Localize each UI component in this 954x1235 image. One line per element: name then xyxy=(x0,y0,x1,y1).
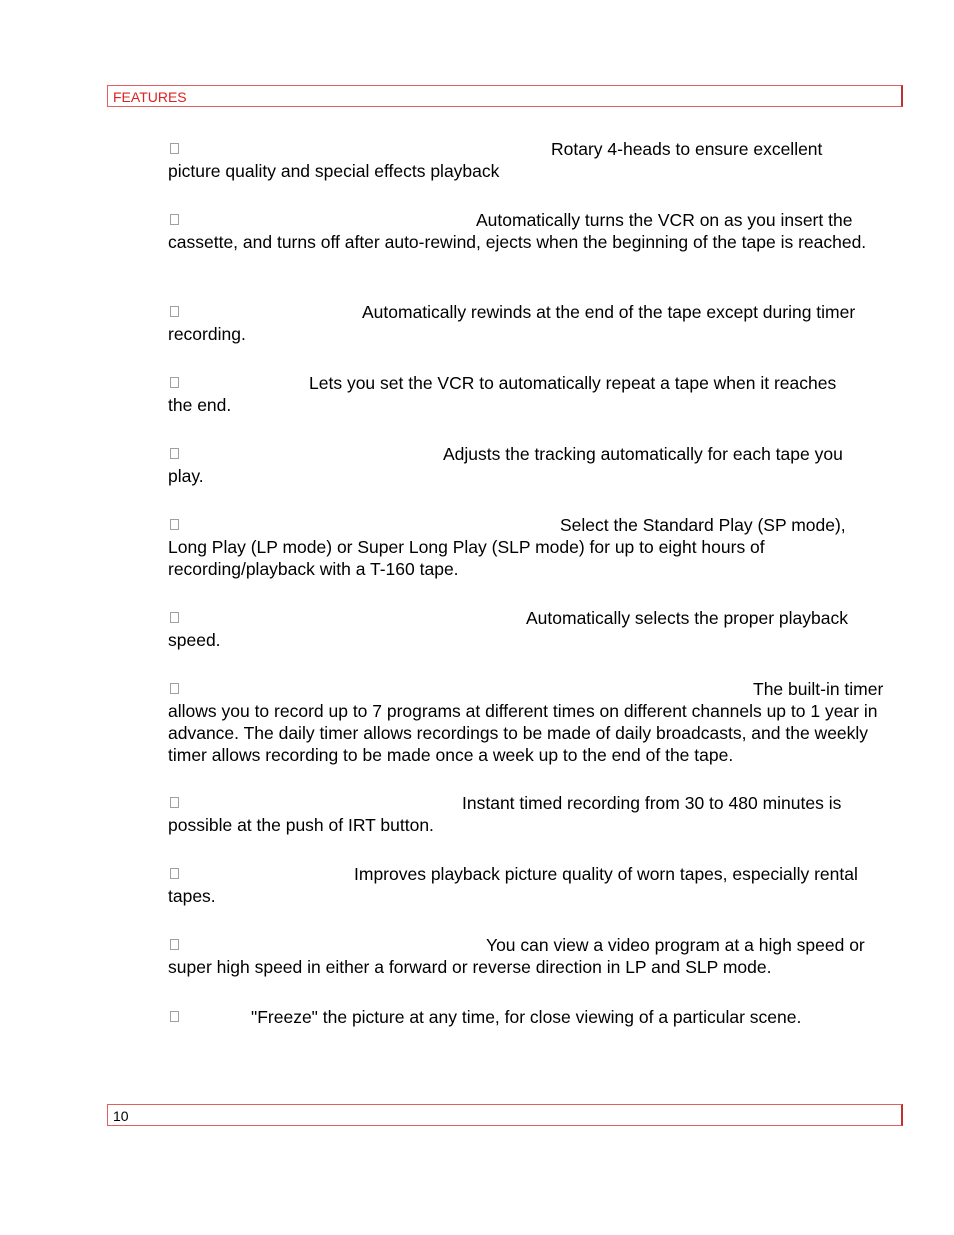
checkbox-glyph-icon xyxy=(170,143,179,154)
checkbox-glyph-icon xyxy=(170,683,179,694)
feature-text-line1: Automatically selects the proper playback xyxy=(526,608,848,628)
feature-text-rest: possible at the push of IRT button. xyxy=(168,815,434,835)
feature-text-line1: "Freeze" the picture at any time, for close viewing of a particular scene. xyxy=(251,1007,802,1027)
checkbox-glyph-icon xyxy=(170,306,179,317)
feature-item-still-picture xyxy=(168,1006,896,1028)
checkbox-glyph-icon xyxy=(170,214,179,225)
checkbox-glyph-icon xyxy=(170,448,179,459)
feature-text-line1: Instant timed recording from 30 to 480 minutes is xyxy=(462,793,842,813)
feature-item-auto-rewind xyxy=(168,301,896,345)
feature-text-line1: Automatically turns the VCR on as you insert the xyxy=(476,210,853,230)
feature-item-instant-recording xyxy=(168,792,896,836)
feature-text-rest: play. xyxy=(168,466,204,486)
section-title: FEATURES xyxy=(113,89,187,105)
checkbox-glyph-icon xyxy=(170,519,179,530)
checkbox-glyph-icon xyxy=(170,797,179,808)
feature-text-rest: speed. xyxy=(168,630,221,650)
feature-text-line1: Automatically rewinds at the end of the tape except during timer xyxy=(362,302,856,322)
checkbox-glyph-icon xyxy=(170,868,179,879)
feature-text-rest: tapes. xyxy=(168,886,216,906)
feature-item-repeat xyxy=(168,372,896,416)
feature-text-line1: Adjusts the tracking automatically for each tape you xyxy=(443,444,843,464)
feature-text-rest: cassette, and turns off after auto-rewind, ejects when the beginning of the tape is reached. xyxy=(168,232,867,252)
feature-item-high-speed-search xyxy=(168,934,896,978)
checkbox-glyph-icon xyxy=(170,1011,179,1022)
header-bar xyxy=(107,85,903,107)
feature-text-rest: Long Play (LP mode) or Super Long Play (SLP mode) for up to eight hours of recording/playback with a T-160 tape. xyxy=(168,537,765,579)
feature-text-line1: Select the Standard Play (SP mode), xyxy=(560,515,846,535)
feature-item-tape-speeds xyxy=(168,514,896,580)
feature-item-rotary-heads xyxy=(168,138,896,182)
checkbox-glyph-icon xyxy=(170,612,179,623)
feature-text-line1: Improves playback picture quality of worn tapes, especially rental xyxy=(354,864,858,884)
feature-text-rest: allows you to record up to 7 programs at different times on different channels up to 1 year in advance. The daily timer allows recordings to be made of daily broadcasts, and the weekly timer allows recording to be made once a week up to the end of the tape. xyxy=(168,701,878,765)
feature-item-auto-tracking xyxy=(168,443,896,487)
feature-item-auto-power xyxy=(168,209,896,253)
feature-item-picture-quality xyxy=(168,863,896,907)
footer-bar xyxy=(107,1104,903,1126)
feature-text-rest: recording. xyxy=(168,324,246,344)
feature-text-rest: the end. xyxy=(168,395,232,415)
checkbox-glyph-icon xyxy=(170,939,179,950)
feature-text-rest: picture quality and special effects playback xyxy=(168,161,500,181)
feature-text-line1: The built-in timer xyxy=(753,679,884,699)
feature-text-rest: super high speed in either a forward or reverse direction in LP and SLP mode. xyxy=(168,957,772,977)
feature-item-auto-speed-select xyxy=(168,607,896,651)
feature-text-line1: Rotary 4-heads to ensure excellent xyxy=(551,139,823,159)
checkbox-glyph-icon xyxy=(170,377,179,388)
feature-item-timer xyxy=(168,678,896,766)
page-number: 10 xyxy=(113,1108,129,1124)
feature-text-line1: Lets you set the VCR to automatically repeat a tape when it reaches xyxy=(309,373,837,393)
feature-text-line1: You can view a video program at a high speed or xyxy=(486,935,865,955)
